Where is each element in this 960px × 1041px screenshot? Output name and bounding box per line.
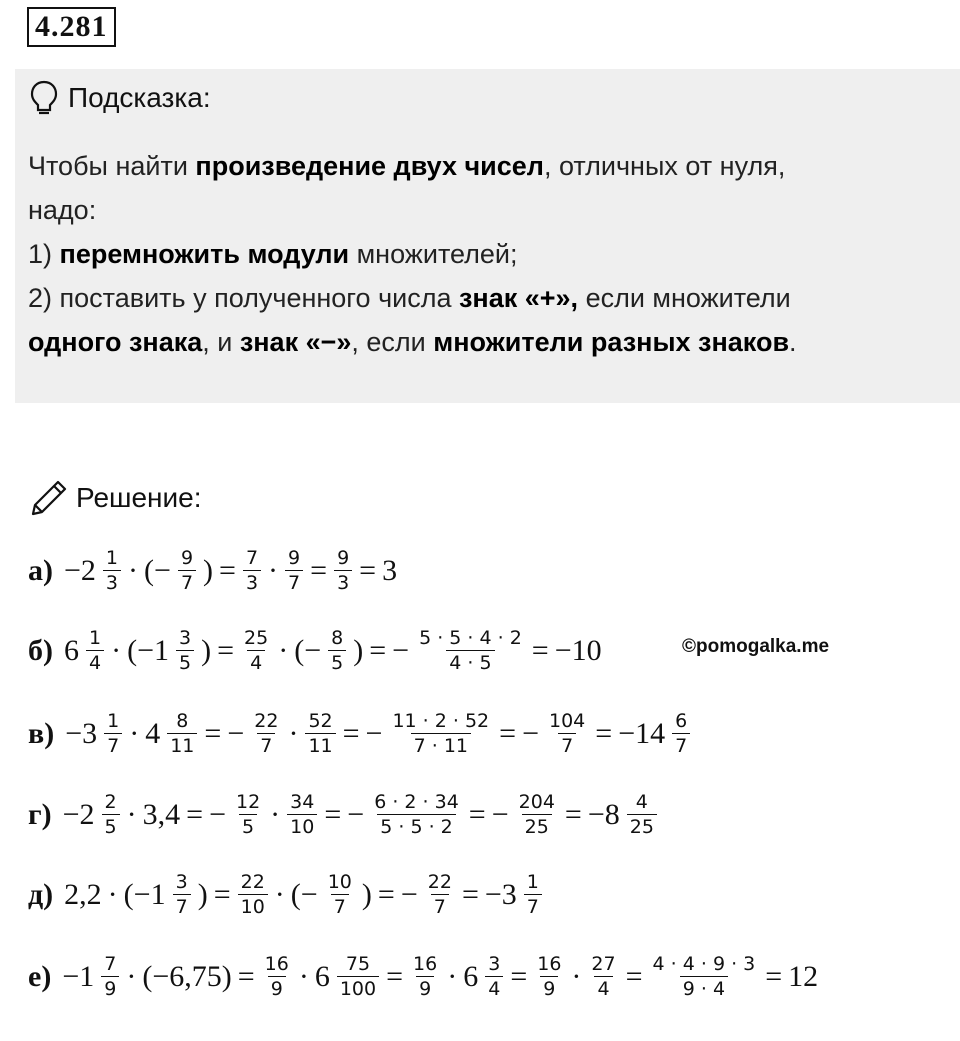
math-term: −1: [62, 959, 95, 993]
hint-text-segment: 2) поставить у полученного числа: [28, 283, 459, 313]
fraction: [104, 709, 122, 758]
math-term: =: [204, 716, 222, 750]
fraction: [337, 952, 379, 1001]
fraction-denominator: 25: [522, 814, 552, 839]
watermark: ©pomogalka.me: [682, 636, 830, 657]
fraction-numerator: 3: [179, 627, 192, 649]
math-term: 3: [382, 553, 398, 587]
math-term: ·: [288, 716, 299, 750]
hint-text: [28, 144, 938, 364]
fraction: [371, 790, 462, 839]
math-term: −: [347, 797, 365, 831]
solution-label: в): [28, 716, 55, 750]
hint-bold-text: перемножить модули: [59, 239, 350, 269]
fraction: [516, 790, 558, 839]
math-term: =: [359, 553, 377, 587]
fraction: [672, 709, 690, 758]
fraction-numerator: 7: [245, 547, 259, 569]
fraction-numerator: 22: [254, 710, 279, 732]
hint-text-segment: , и: [202, 327, 240, 357]
math-term: −: [400, 877, 418, 911]
fraction-numerator: 9: [288, 547, 301, 569]
math-term: ·: [126, 959, 137, 993]
fraction-denominator: 10: [287, 814, 317, 839]
solution-row: [28, 626, 605, 675]
hint-line: [28, 188, 938, 232]
fraction-denominator: 4 · 5: [446, 650, 494, 675]
fraction-numerator: 10: [327, 871, 352, 893]
hint-text-segment: если множители: [578, 283, 791, 313]
math-term: =: [342, 716, 360, 750]
fraction: [389, 709, 492, 758]
solution-row: [28, 870, 546, 919]
fraction: [241, 626, 271, 675]
math-term: ·: [107, 877, 118, 911]
fraction-numerator: 75: [345, 953, 371, 975]
fraction: [251, 709, 281, 758]
hint-text-segment: .: [789, 327, 797, 357]
math-term: −3: [484, 877, 517, 911]
hint-bold-text: знак «−»: [239, 327, 352, 357]
hint-text-segment: 1): [28, 239, 60, 269]
fraction-numerator: 27: [591, 953, 616, 975]
math-term: ·: [270, 797, 281, 831]
math-term: −8: [587, 797, 620, 831]
fraction-numerator: 9: [180, 547, 194, 569]
fraction-denominator: 7: [257, 733, 275, 758]
math-term: ·: [298, 959, 309, 993]
math-term: −14: [618, 716, 666, 750]
hint-bold-text: знак «+»,: [459, 283, 579, 313]
hint-bold-text: множители разных знаков: [433, 327, 790, 357]
fraction-numerator: 12: [235, 791, 261, 813]
fraction: [238, 870, 268, 919]
math-term: =: [186, 797, 204, 831]
fraction-denominator: 10: [238, 894, 268, 919]
fraction-denominator: 7: [285, 570, 303, 595]
math-term: =: [765, 959, 783, 993]
math-term: −3: [65, 716, 98, 750]
math-term: ·: [129, 716, 140, 750]
fraction-denominator: 7: [524, 894, 542, 919]
math-term: −: [209, 797, 226, 831]
fraction-denominator: 7: [558, 733, 576, 758]
fraction-denominator: 100: [337, 976, 379, 1001]
fraction: [285, 546, 303, 595]
hint-line: [28, 232, 938, 276]
fraction-denominator: 7: [431, 894, 449, 919]
math-term: ·: [111, 633, 122, 667]
fraction-denominator: 3: [334, 570, 352, 595]
fraction-denominator: 5: [102, 814, 120, 839]
solution-label: д): [28, 877, 54, 911]
pencil-icon: [30, 479, 68, 517]
fraction-denominator: 7: [178, 570, 196, 595]
math-term: (−: [290, 877, 318, 911]
math-term: =: [369, 633, 387, 667]
fraction-denominator: 4: [86, 650, 104, 675]
fraction-denominator: 7: [173, 894, 191, 919]
fraction-numerator: 11 · 2 · 52: [392, 710, 490, 732]
math-term: −: [227, 716, 245, 750]
fraction-numerator: 6: [675, 710, 688, 732]
math-term: ): [201, 633, 212, 667]
fraction-numerator: 16: [264, 953, 289, 975]
fraction: [588, 952, 618, 1001]
hint-bold-text: одного знака: [28, 327, 203, 357]
math-term: −2: [64, 553, 96, 587]
math-term: =: [219, 553, 236, 587]
solution-row: [28, 546, 400, 595]
fraction-numerator: 22: [240, 871, 265, 893]
solution-row: [28, 952, 821, 1001]
hint-line: [28, 320, 938, 364]
fraction: [410, 952, 440, 1001]
hint-bold-text: произведение двух чисел: [195, 151, 544, 181]
fraction: [103, 546, 121, 595]
hint-text-segment: множителей;: [349, 239, 518, 269]
fraction: [233, 790, 263, 839]
fraction: [176, 626, 194, 675]
math-term: ·: [571, 959, 582, 993]
fraction: [334, 546, 352, 595]
fraction: [178, 546, 196, 595]
fraction-denominator: 7: [104, 733, 122, 758]
math-term: =: [510, 959, 528, 993]
fraction: [102, 790, 120, 839]
solution-header: [30, 478, 202, 518]
fraction-numerator: 204: [518, 791, 555, 813]
math-term: =: [377, 877, 395, 911]
fraction-numerator: 1: [105, 547, 119, 569]
fraction: [524, 870, 542, 919]
math-term: 6: [64, 633, 79, 667]
hint-title: Подсказка:: [68, 82, 211, 113]
math-term: (−1: [123, 877, 166, 911]
fraction: [305, 709, 335, 758]
hint-line: [28, 276, 938, 320]
fraction: [86, 626, 104, 675]
fraction-numerator: 7: [104, 953, 117, 975]
math-term: ·: [268, 553, 279, 587]
hint-line: [28, 144, 938, 188]
math-term: ): [203, 553, 214, 587]
math-term: ·: [447, 959, 458, 993]
fraction-numerator: 1: [526, 871, 539, 893]
fraction: [485, 952, 503, 1001]
math-term: 6: [314, 959, 330, 993]
fraction: [627, 790, 657, 839]
fraction-numerator: 4 · 4 · 9 · 3: [652, 953, 756, 975]
fraction: [262, 952, 292, 1001]
solution-row: [28, 709, 694, 758]
fraction: [534, 952, 564, 1001]
fraction: [243, 546, 261, 595]
fraction-denominator: 5: [176, 650, 194, 675]
math-term: =: [324, 797, 342, 831]
fraction-denominator: 4: [485, 976, 503, 1001]
fraction: [425, 870, 455, 919]
problem-number: 4.281: [27, 7, 116, 47]
math-term: =: [564, 797, 582, 831]
math-term: =: [237, 959, 255, 993]
math-term: =: [213, 877, 231, 911]
fraction-denominator: 25: [627, 814, 657, 839]
hint-text-segment: , если: [351, 327, 434, 357]
math-term: =: [310, 553, 328, 587]
fraction-numerator: 6 · 2 · 34: [374, 791, 459, 813]
fraction: [416, 626, 525, 675]
fraction-denominator: 7 · 11: [411, 733, 471, 758]
solution-title: Решение:: [76, 482, 202, 513]
fraction-denominator: 5 · 5 · 2: [377, 814, 456, 839]
fraction: [650, 952, 759, 1001]
math-term: ·: [128, 553, 139, 587]
math-term: ): [197, 877, 208, 911]
math-term: −10: [554, 633, 602, 667]
fraction-numerator: 8: [331, 627, 344, 649]
fraction-denominator: 9: [416, 976, 434, 1001]
fraction-denominator: 9: [268, 976, 286, 1001]
fraction: [546, 709, 588, 758]
fraction-numerator: 22: [427, 871, 452, 893]
fraction-denominator: 7: [331, 894, 349, 919]
math-term: 6: [463, 959, 479, 993]
math-term: −: [491, 797, 509, 831]
math-term: =: [217, 633, 235, 667]
fraction: [325, 870, 355, 919]
fraction-numerator: 8: [176, 710, 189, 732]
math-term: =: [595, 716, 613, 750]
solution-label: б): [28, 633, 53, 667]
fraction-denominator: 3: [243, 570, 261, 595]
math-term: ·: [274, 877, 285, 911]
math-term: =: [386, 959, 404, 993]
fraction: [101, 952, 119, 1001]
fraction-numerator: 25: [244, 627, 269, 649]
fraction-denominator: 7: [672, 733, 690, 758]
solution-row: [28, 790, 661, 839]
math-term: (−6,75): [142, 959, 232, 993]
fraction-numerator: 52: [308, 710, 333, 732]
math-term: =: [499, 716, 517, 750]
fraction-denominator: 4: [594, 976, 612, 1001]
math-term: ·: [278, 633, 289, 667]
math-term: −2: [62, 797, 95, 831]
math-term: =: [531, 633, 549, 667]
fraction-numerator: 16: [413, 953, 438, 975]
fraction: [173, 870, 191, 919]
fraction-denominator: 4: [247, 650, 265, 675]
math-term: 3,4: [142, 797, 181, 831]
fraction-numerator: 3: [488, 953, 501, 975]
fraction-denominator: 9: [101, 976, 119, 1001]
math-term: −: [392, 633, 410, 667]
solution-label: е): [28, 959, 52, 993]
math-term: ): [361, 877, 372, 911]
fraction-numerator: 104: [549, 710, 586, 732]
fraction-denominator: 3: [103, 570, 121, 595]
lightbulb-icon: [30, 80, 58, 116]
fraction-numerator: 34: [290, 791, 315, 813]
math-term: 12: [788, 959, 819, 993]
math-term: (−1: [127, 633, 170, 667]
math-term: ·: [126, 797, 137, 831]
hint-header: [30, 80, 211, 116]
fraction-numerator: 1: [107, 710, 120, 732]
math-term: =: [468, 797, 486, 831]
fraction-denominator: 9 · 4: [680, 976, 728, 1001]
fraction-numerator: 5 · 5 · 4 · 2: [419, 627, 522, 649]
fraction-numerator: 2: [104, 791, 117, 813]
math-term: 4: [145, 716, 161, 750]
math-term: ): [353, 633, 364, 667]
solution-label: а): [28, 553, 53, 587]
math-term: =: [625, 959, 643, 993]
math-term: 2,2: [64, 877, 102, 911]
math-term: −: [522, 716, 539, 750]
fraction-denominator: 5: [239, 814, 257, 839]
fraction-numerator: 16: [537, 953, 562, 975]
fraction-denominator: 11: [167, 733, 197, 758]
math-term: (−: [144, 553, 171, 587]
fraction-numerator: 4: [635, 791, 648, 813]
fraction: [328, 626, 346, 675]
math-term: =: [461, 877, 479, 911]
fraction-denominator: 5: [328, 650, 346, 675]
hint-text-segment: надо:: [28, 195, 97, 225]
fraction-denominator: 9: [540, 976, 558, 1001]
fraction-numerator: 1: [89, 627, 102, 649]
fraction-numerator: 9: [337, 547, 350, 569]
hint-text-segment: , отличных от нуля,: [543, 151, 786, 181]
solution-label: г): [28, 797, 52, 831]
fraction-numerator: 3: [175, 871, 188, 893]
fraction: [287, 790, 317, 839]
math-term: (−: [294, 633, 322, 667]
math-term: −: [365, 716, 383, 750]
hint-text-segment: Чтобы найти: [28, 151, 196, 181]
fraction-denominator: 11: [305, 733, 335, 758]
fraction: [167, 709, 197, 758]
